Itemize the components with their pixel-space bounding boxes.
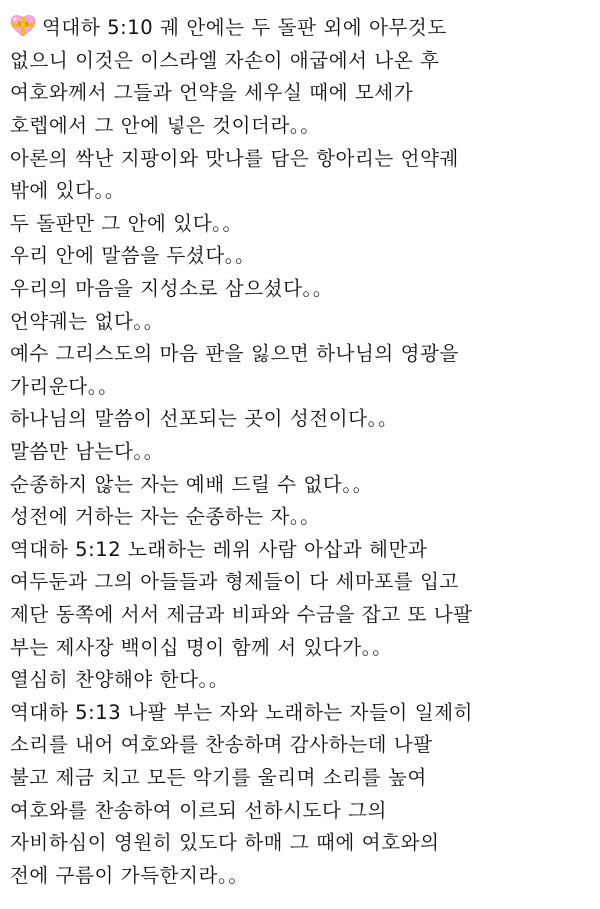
note-line: 자비하심이 영원히 있도다 하매 그 때에 여호와의 — [10, 831, 440, 855]
note-line: 열심히 찬양해야 한다。。 — [10, 668, 229, 692]
note-line: 우리 안에 말씀을 두셨다。。 — [10, 244, 256, 268]
note-line-text: 역대하 5:10 궤 안에는 두 돌판 외에 아무것도 — [42, 16, 447, 40]
note-line: 역대하 5:12 노래하는 레위 사람 아삽과 헤만과 — [10, 537, 428, 561]
note-line: 말씀만 남는다。。 — [10, 440, 164, 464]
note-line: 밖에 있다。。 — [10, 179, 125, 203]
note-line: 두 돌판만 그 안에 있다。。 — [10, 211, 243, 235]
note-line: 가리운다。。 — [10, 374, 119, 398]
note-line — [10, 10, 592, 43]
note-line: 성전에 거하는 자는 순종하는 자。。 — [10, 505, 321, 529]
note-line: 호렙에서 그 안에 넣은 것이더라。。 — [10, 114, 321, 138]
note-line: 언약궤는 없다。。 — [10, 309, 164, 333]
note-line: 부는 제사장 백이십 명이 함께 서 있다가。。 — [10, 635, 393, 659]
note-line: 예수 그리스도의 마음 판을 잃으면 하나님의 영광을 — [10, 342, 459, 366]
note-line: 아론의 싹난 지팡이와 맛나를 담은 항아리는 언약궤 — [10, 146, 459, 170]
note-line: 제단 동쪽에 서서 제금과 비파와 수금을 잡고 또 나팔 — [10, 602, 473, 626]
note-line: 역대하 5:13 나팔 부는 자와 노래하는 자들이 일제히 — [10, 700, 474, 724]
sparkling-heart-icon — [10, 14, 36, 38]
note-line: 우리의 마음을 지성소로 삼으셨다。。 — [10, 277, 333, 301]
note-text — [10, 10, 592, 890]
note-line: 하나님의 말씀이 선포되는 곳이 성전이다。。 — [10, 407, 399, 431]
note-line: 불고 제금 치고 모든 악기를 울리며 소리를 높여 — [10, 765, 427, 789]
note-line: 전에 구름이 가득한지라。。 — [10, 863, 249, 887]
note-line: 소리를 내어 여호와를 찬송하며 감사하는데 나팔 — [10, 733, 433, 757]
note-line: 여두둔과 그의 아들들과 형제들이 다 세마포를 입고 — [10, 570, 459, 594]
note-line: 여호와를 찬송하여 이르되 선하시도다 그의 — [10, 798, 388, 822]
note-line: 여호와께서 그들과 언약을 세우실 때에 모세가 — [10, 81, 414, 105]
note-line: 없으니 이것은 이스라엘 자손이 애굽에서 나온 후 — [10, 48, 440, 72]
note-line: 순종하지 않는 자는 예배 드릴 수 없다。。 — [10, 472, 373, 496]
